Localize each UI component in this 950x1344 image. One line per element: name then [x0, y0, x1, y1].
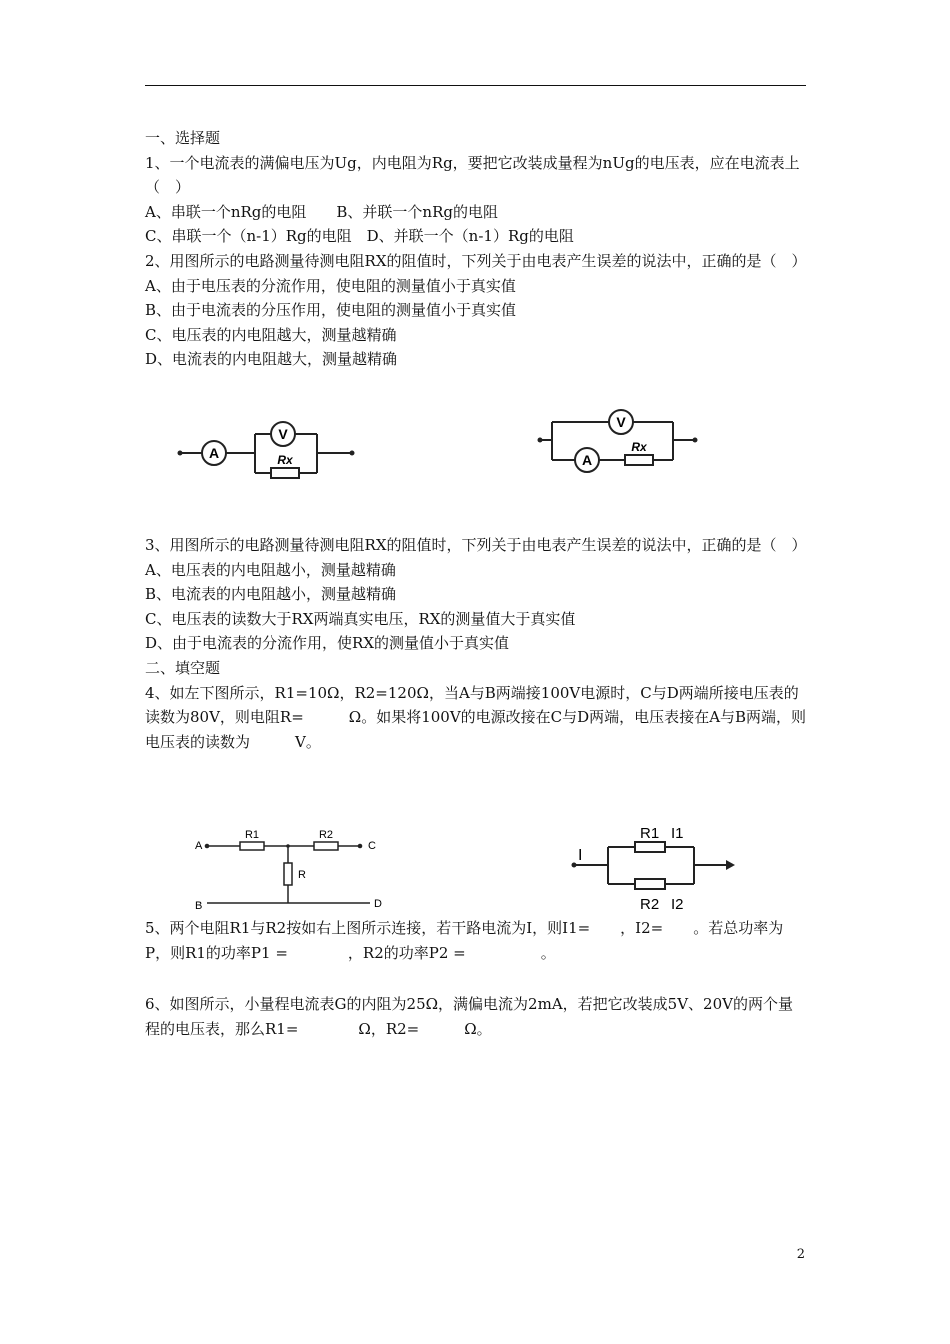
terminal-a: A [195, 840, 203, 852]
r1-label: R1 [640, 825, 660, 842]
q4-text: 4、如左下图所示，R1=10Ω，R2=120Ω，当A与B两端接100V电源时，C与D两端所接电压表的读数为80V，则电阻R= Ω。如果将100V的电源改接在C与D两端，电压表接在A与B两端，则电压表的读数为 V。 [145, 683, 807, 751]
q2-option-d: D、电流表的内电阻越大，测量越精确 [145, 350, 398, 369]
circuit-diagram-t-network [190, 825, 390, 915]
terminal-d: D [374, 898, 382, 910]
section2-title: 二、填空题 [145, 658, 221, 677]
page-number: 2 [796, 1247, 805, 1262]
r-label: R [298, 869, 306, 881]
circuit-1-svg [175, 418, 365, 493]
circuit-diagram-parallel [568, 820, 748, 915]
circuit-4-svg [568, 820, 748, 915]
q3-stem: 3、用图所示的电路测量待测电阻RX的阻值时，下列关于由电表产生误差的说法中，正确的是（ ） [145, 535, 807, 554]
r2-label: R2 [318, 829, 334, 841]
terminal-c: C [368, 840, 376, 852]
i1-label: I1 [671, 825, 684, 842]
ammeter-label: A [581, 452, 593, 468]
voltmeter-label: V [616, 414, 626, 430]
q2-option-b: B、由于电流表的分压作用，使电阻的测量值小于真实值 [145, 301, 517, 320]
circuit-3-svg [190, 825, 390, 915]
current-i-label: I [578, 847, 583, 864]
q3-option-d: D、由于电流表的分流作用，使RX的测量值小于真实值 [145, 634, 510, 653]
q2-option-a: A、由于电压表的分流作用，使电阻的测量值小于真实值 [145, 276, 516, 295]
q1-options-cd: C、串联一个（n-1）Rg的电阻 D、并联一个（n-1）Rg的电阻 [145, 227, 574, 246]
q3-option-b: B、电流表的内电阻越小，测量越精确 [145, 585, 397, 604]
q3-option-a: A、电压表的内电阻越小，测量越精确 [145, 560, 396, 579]
q2-option-c: C、电压表的内电阻越大，测量越精确 [145, 325, 397, 344]
q5-text: 5、两个电阻R1与R2按如右上图所示连接，若干路电流为I，则I1= ，I2= 。若总功率为P，则R1的功率P1 = ，R2的功率P2 = 。 [145, 919, 784, 962]
circuit-diagram-ammeter-inside [535, 405, 705, 475]
section1-title: 一、选择题 [145, 129, 221, 147]
voltmeter-label: V [278, 426, 288, 442]
terminal-b: B [195, 900, 203, 912]
i2-label: I2 [671, 896, 684, 913]
r1-label: R1 [244, 829, 260, 841]
q1-options-ab: A、串联一个nRg的电阻 B、并联一个nRg的电阻 [145, 202, 498, 221]
resistor-label: Rx [277, 453, 293, 467]
header-rule [145, 85, 806, 86]
r2-label: R2 [640, 896, 660, 913]
q3-option-c: C、电压表的读数大于RX两端真实电压，RX的测量值大于真实值 [145, 609, 576, 628]
circuit-2-svg [535, 405, 705, 475]
q2-stem: 2、用图所示的电路测量待测电阻RX的阻值时，下列关于由电表产生误差的说法中，正确的是（ ） [145, 251, 807, 270]
ammeter-label: A [208, 445, 220, 461]
q6-text: 6、如图所示，小量程电流表G的内阻为25Ω，满偏电流为2mA，若把它改装成5V、20V的两个量程的电压表，那么R1= Ω，R2= Ω。 [145, 995, 793, 1039]
resistor-label: Rx [631, 440, 647, 454]
spacer [145, 965, 807, 992]
q1-stem: 1、一个电流表的满偏电压为Ug，内电阻为Rg，要把它改装成量程为nUg的电压表，应在电流表上（ ） [145, 153, 800, 197]
circuit-diagram-ammeter-outside [175, 418, 365, 493]
